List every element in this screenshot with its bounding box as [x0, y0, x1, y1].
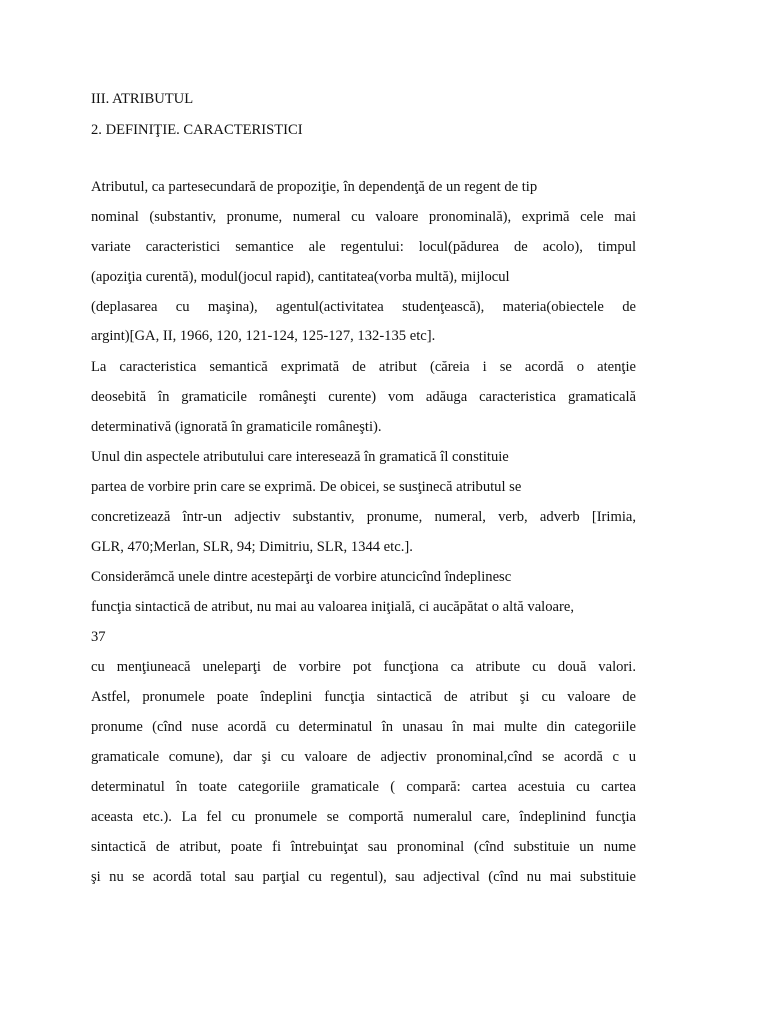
text-line: La caracteristica semantică exprimată de atribut (căreia i se acordă o atenţie [91, 359, 636, 375]
text-line: Atributul, ca partesecundară de propoziţie, în dependenţă de un regent de tip [91, 179, 538, 195]
text-line: pronume (cînd nuse acordă cu determinatul în unasau în mai multe din categoriile [91, 719, 636, 735]
text-line: concretizează într-un adjectiv substantiv, pronume, numeral, verb, adverb [Irimia, [91, 509, 636, 525]
text-line: deosebită în gramaticile româneşti curente) vom adăuga caracteristica gramaticală [91, 389, 636, 405]
text-line: Considerămcă unele dintre acestepărţi de vorbire atuncicînd îndeplinesc [91, 569, 512, 585]
text-line: sintactică de atribut, poate fi întrebuinţat sau pronominal (cînd substituie un nume [91, 839, 636, 855]
text-line: argint)[GA, II, 1966, 120, 121-124, 125-127, 132-135 etc]. [91, 328, 436, 344]
text-line: variate caracteristici semantice ale regentului: locul(pădurea de acolo), timpul [91, 239, 636, 255]
text-line: Unul din aspectele atributului care interesează în gramatică îl constituie [91, 449, 509, 465]
text-line: GLR, 470;Merlan, SLR, 94; Dimitriu, SLR, 1344 etc.]. [91, 539, 413, 555]
text-line: (apoziţia curentă), modul(jocul rapid), cantitatea(vorba multă), mijlocul [91, 269, 510, 285]
text-line: (deplasarea cu maşina), agentul(activitatea studenţească), materia(obiectele de [91, 299, 636, 315]
text-line: Astfel, pronumele poate îndeplini funcţia sintactică de atribut şi cu valoare de [91, 689, 636, 705]
section-heading: III. ATRIBUTUL [91, 91, 194, 107]
text-line: gramaticale comune), dar şi cu valoare de adjectiv pronominal,cînd se acordă c u [91, 749, 636, 765]
text-line: determinativă (ignorată în gramaticile româneşti). [91, 419, 382, 435]
text-line: nominal (substantiv, pronume, numeral cu valoare pronominală), exprimă cele mai [91, 209, 636, 225]
text-line: partea de vorbire prin care se exprimă. De obicei, se susţinecă atributul se [91, 479, 522, 495]
text-line: aceasta etc.). La fel cu pronumele se comportă numeralul care, îndeplinind funcţia [91, 809, 636, 825]
text-line: şi nu se acordă total sau parţial cu regentul), sau adjectival (cînd nu mai substituie [91, 869, 636, 885]
subsection-heading: 2. DEFINIŢIE. CARACTERISTICI [91, 122, 303, 138]
text-line: funcţia sintactică de atribut, nu mai au valoarea iniţială, ci aucăpătat o altă valoare, [91, 599, 574, 615]
text-line: determinatul în toate categoriile gramaticale ( compară: cartea acestuia cu cartea [91, 779, 636, 795]
page-number: 37 [91, 629, 106, 645]
text-line: cu menţiuneacă uneleparţi de vorbire pot funcţiona ca atribute cu două valori. [91, 659, 636, 675]
